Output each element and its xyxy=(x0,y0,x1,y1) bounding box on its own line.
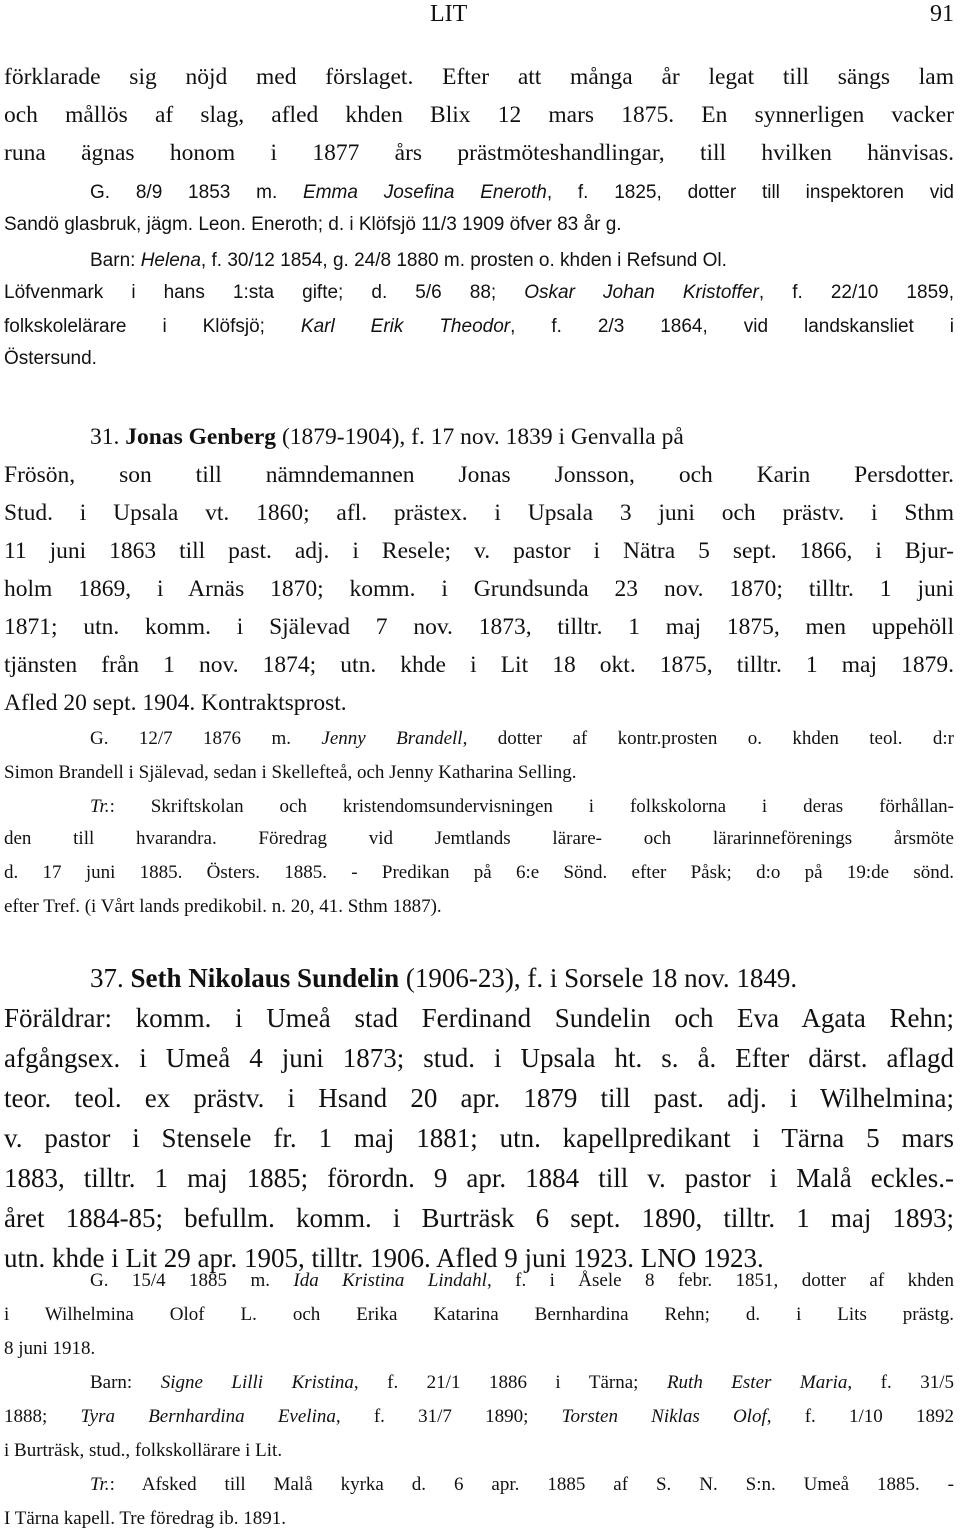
text-line xyxy=(4,1336,954,1362)
text-run: , f. 1/10 1892 xyxy=(766,1406,954,1427)
text-line xyxy=(4,648,954,682)
running-title: LIT xyxy=(430,1,468,27)
italic-name: Emma Josefina Eneroth xyxy=(303,182,547,203)
text-run: Frösön, son till nämndemannen Jonas Jonsson, och Karin Persdotter. xyxy=(4,462,954,488)
text-line xyxy=(4,1200,954,1236)
text-run: (1906-23), f. i Sorsele 18 nov. 1849. xyxy=(399,963,798,993)
text-run: afgångsex. i Umeå 4 juni 1873; stud. i Upsala ht. s. å. Efter därst. aflagd xyxy=(4,1043,954,1073)
text-line xyxy=(4,98,954,132)
italic-name: Signe Lilli Kristina xyxy=(160,1372,354,1393)
text-line xyxy=(90,180,954,206)
text-run: 8 juni 1918. xyxy=(4,1338,96,1359)
text-line xyxy=(4,314,954,340)
text-run: , f. 1825, dotter till inspektoren vid xyxy=(546,182,954,203)
text-line xyxy=(90,420,954,454)
text-line xyxy=(4,686,954,720)
italic-name: Tr. xyxy=(90,796,110,817)
text-run: I Tärna kapell. Tre föredrag ib. 1891. xyxy=(4,1508,286,1529)
text-run: holm 1869, i Arnäs 1870; komm. i Grundsunda 23 nov. 1870; tilltr. 1 juni xyxy=(4,576,954,602)
text-line xyxy=(4,1000,954,1036)
text-run: , dotter af kontr.prosten o. khden teol. d:r xyxy=(462,728,954,749)
text-run: , f. 22/10 1859, xyxy=(758,282,954,303)
text-run: förklarade sig nöjd med förslaget. Efter att många år legat till sängs lam xyxy=(4,64,954,90)
text-run: : Skriftskolan och kristendomsundervisningen i folkskolorna i deras förhållan- xyxy=(109,796,954,817)
text-line xyxy=(4,496,954,530)
text-run: folkskolelärare i Klöfsjö; xyxy=(4,316,301,337)
text-line xyxy=(4,610,954,644)
italic-name: Torsten Niklas Olof xyxy=(561,1406,767,1427)
italic-name: Tr. xyxy=(90,1474,110,1495)
page-header xyxy=(0,0,960,30)
italic-name: Karl Erik Theodor xyxy=(300,316,511,337)
text-line xyxy=(4,826,954,852)
entry-name: Jonas Genberg xyxy=(125,424,277,450)
italic-name: Jenny Brandell xyxy=(321,728,463,749)
text-run: : Afsked till Malå kyrka d. 6 apr. 1885 af S. N. S:n. Umeå 1885. - xyxy=(109,1474,954,1495)
text-line xyxy=(4,60,954,94)
text-line xyxy=(90,1370,954,1396)
text-run: Barn: xyxy=(90,1372,161,1393)
text-run: den till hvarandra. Föredrag vid Jemtlands lärare- och lärarinneförenings årsmöte xyxy=(4,828,954,849)
text-run: 1871; utn. komm. i Själevad 7 nov. 1873, tilltr. 1 maj 1875, men uppehöll xyxy=(4,614,954,640)
text-run: d. 17 juni 1885. Östers. 1885. - Predikan på 6:e Sönd. efter Påsk; d:o på 19:de sönd. xyxy=(4,862,954,883)
text-run: , f. 31/7 1890; xyxy=(335,1406,562,1427)
text-line xyxy=(4,1160,954,1196)
text-line xyxy=(4,1404,954,1430)
text-line xyxy=(4,1438,954,1464)
text-line xyxy=(4,1120,954,1156)
text-line xyxy=(4,1506,954,1532)
text-run: tjänsten från 1 nov. 1874; utn. khde i Lit 18 okt. 1875, tilltr. 1 maj 1879. xyxy=(4,652,954,678)
text-run: G. 15/4 1885 m. xyxy=(90,1270,294,1291)
entry-name: Seth Nikolaus Sundelin xyxy=(130,963,400,993)
text-run: (1879-1904), f. 17 nov. 1839 i Genvalla på xyxy=(276,424,684,450)
italic-name: Helena xyxy=(140,250,201,271)
text-run: Löfvenmark i hans 1:sta gifte; d. 5/6 88; xyxy=(4,282,525,303)
page-number: 91 xyxy=(930,1,954,27)
text-line xyxy=(4,860,954,886)
text-line xyxy=(4,534,954,568)
text-run: 1888; xyxy=(4,1406,81,1427)
text-line xyxy=(90,1268,954,1294)
text-line xyxy=(4,458,954,492)
text-run: 1883, tilltr. 1 maj 1885; förordn. 9 apr. 1884 till v. pastor i Malå eckles.- xyxy=(4,1163,954,1193)
text-line xyxy=(4,212,954,238)
text-line xyxy=(90,248,954,274)
text-run: och mållös af slag, afled khden Blix 12 mars 1875. En synnerligen vacker xyxy=(4,102,954,128)
text-line xyxy=(4,760,954,786)
text-run: efter Tref. (i Vårt lands predikobil. n. 20, 41. Sthm 1887). xyxy=(4,896,442,917)
text-run: , f. 21/1 1886 i Tärna; xyxy=(353,1372,667,1393)
text-run: 31. xyxy=(90,424,126,450)
text-run: i Wilhelmina Olof L. och Erika Katarina Bernhardina Rehn; d. i Lits prästg. xyxy=(4,1304,954,1325)
text-run: Östersund. xyxy=(4,348,97,369)
text-line xyxy=(90,960,954,996)
text-run: G. 12/7 1876 m. xyxy=(90,728,322,749)
text-line xyxy=(90,794,954,820)
text-run: 37. xyxy=(90,963,131,993)
text-run: i Burträsk, stud., folkskollärare i Lit. xyxy=(4,1440,283,1461)
italic-name: Oskar Johan Kristoffer xyxy=(524,282,759,303)
text-run: , f. 31/5 xyxy=(847,1372,954,1393)
text-run: utn. khde i Lit 29 apr. 1905, tilltr. 1906. Afled 9 juni 1923. LNO 1923. xyxy=(4,1243,764,1273)
text-line xyxy=(4,1040,954,1076)
text-run: v. pastor i Stensele fr. 1 maj 1881; utn. kapellpredikant i Tärna 5 mars xyxy=(4,1123,954,1153)
text-line xyxy=(90,1472,954,1498)
text-run: Sandö glasbruk, jägm. Leon. Eneroth; d. i Klöfsjö 11/3 1909 öfver 83 år g. xyxy=(4,214,622,235)
text-run: 11 juni 1863 till past. adj. i Resele; v. pastor i Nätra 5 sept. 1866, i Bjur- xyxy=(4,538,954,564)
italic-name: Ruth Ester Maria xyxy=(666,1372,848,1393)
text-run: , f. 2/3 1864, vid landskansliet i xyxy=(510,316,954,337)
text-line xyxy=(4,136,954,170)
text-line xyxy=(4,894,954,920)
text-line xyxy=(4,280,954,306)
text-run: året 1884-85; befullm. komm. i Burträsk 6 sept. 1890, tilltr. 1 maj 1893; xyxy=(4,1203,954,1233)
text-line xyxy=(4,1302,954,1328)
text-run: runa ägnas honom i 1877 års prästmöteshandlingar, till hvilken hänvisas. xyxy=(4,140,954,166)
text-line xyxy=(90,726,954,752)
text-run: Föräldrar: komm. i Umeå stad Ferdinand Sundelin och Eva Agata Rehn; xyxy=(4,1003,954,1033)
text-run: teor. teol. ex prästv. i Hsand 20 apr. 1879 till past. adj. i Wilhelmina; xyxy=(4,1083,954,1113)
italic-name: Tyra Bernhardina Evelina xyxy=(80,1406,336,1427)
text-line xyxy=(4,1080,954,1116)
text-run: G. 8/9 1853 m. xyxy=(90,182,304,203)
text-run: Barn: xyxy=(90,250,141,271)
text-run: Stud. i Upsala vt. 1860; afl. prästex. i Upsala 3 juni och prästv. i Sthm xyxy=(4,500,954,526)
text-line xyxy=(4,346,954,372)
text-run: Afled 20 sept. 1904. Kontraktsprost. xyxy=(4,690,347,716)
text-line xyxy=(4,572,954,606)
italic-name: Ida Kristina Lindahl xyxy=(293,1270,487,1291)
text-run: , f. i Åsele 8 febr. 1851, dotter af khden xyxy=(486,1270,955,1291)
text-run: Simon Brandell i Själevad, sedan i Skellefteå, och Jenny Katharina Selling. xyxy=(4,762,577,783)
text-run: , f. 30/12 1854, g. 24/8 1880 m. prosten o. khden i Refsund Ol. xyxy=(200,250,727,271)
